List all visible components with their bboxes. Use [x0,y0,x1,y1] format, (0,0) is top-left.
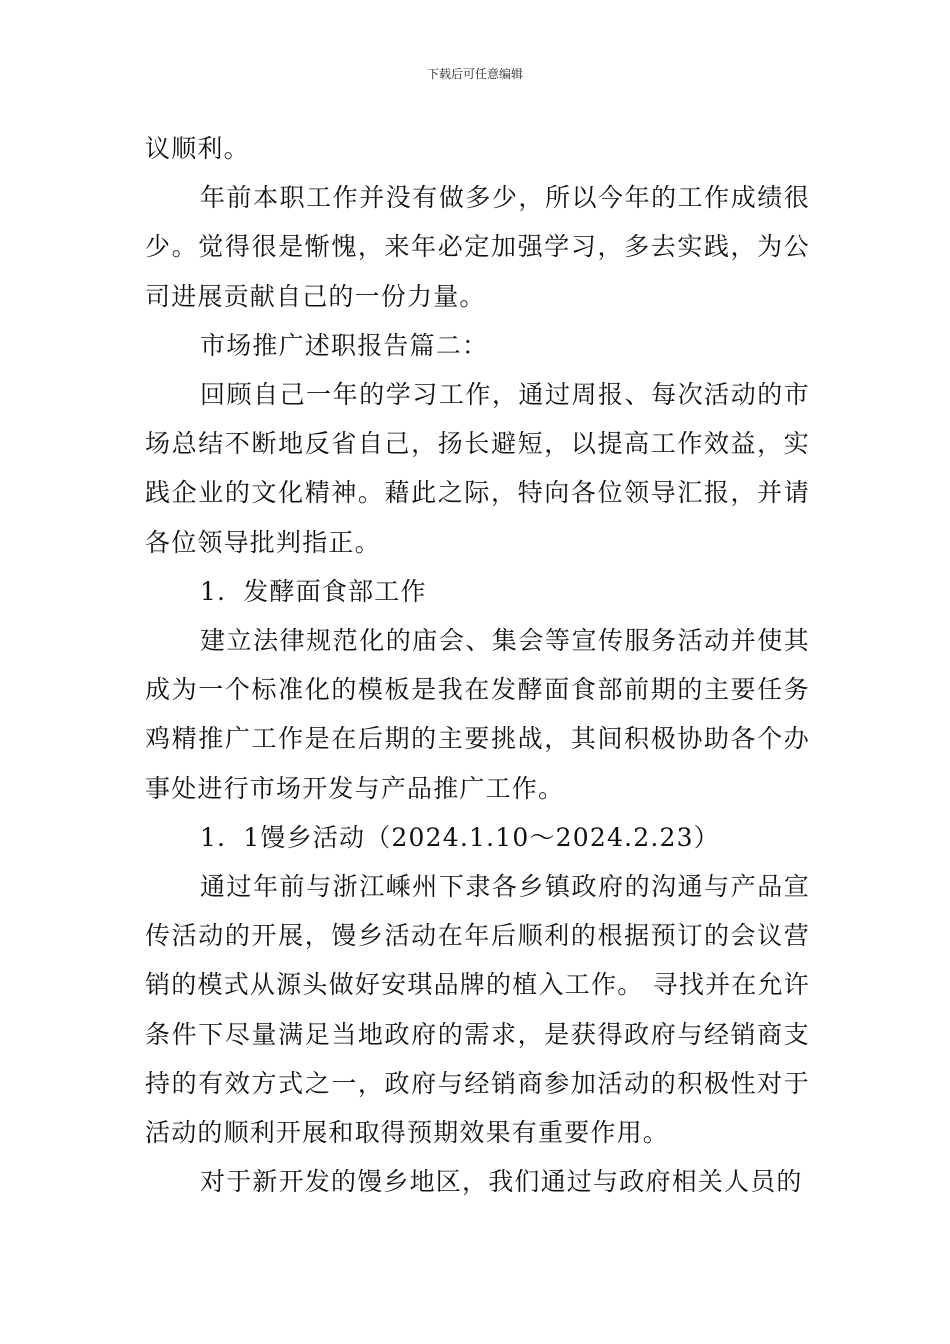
section-heading: 市场推广述职报告篇二： [200,330,489,360]
paragraph: 回顾自己一年的学习工作，通过周报、每次活动的市场总结不断地反省自己，扬长避短，以提高工作效益，实践企业的文化精神。藉此之际，特向各位领导汇报，并请各位领导批判指正。 [145,380,810,557]
paragraph: 对于新开发的馒乡地区，我们通过与政府相关人员的 [200,1167,803,1197]
paragraph: 年前本职工作并没有做多少，所以今年的工作成绩很少。觉得很是惭愧，来年必定加强学习，多去实践，为公司进展贡献自己的一份力量。 [145,183,810,311]
paragraph-continuation: 议顺利。 [145,134,250,163]
document-body [145,124,810,1206]
paragraph: 建立法律规范化的庙会、集会等宣传服务活动并使其成为一个标准化的模板是我在发酵面食部前期的主要任务鸡精推广工作是在后期的主要挑战，其间积极协助各个办事处进行市场开发与产品推广工作。 [145,626,810,803]
section-heading: 1．发酵面食部工作 [200,576,427,606]
page-header-note: 下载后可任意编辑 [426,67,523,81]
paragraph: 通过年前与浙江嵊州下隶各乡镇政府的沟通与产品宣传活动的开展，馒乡活动在年后顺利的根据预订的会议营销的模式从源头做好安琪品牌的植入工作。 寻找并在允许条件下尽量满足当地政府的需求，是获得政府与经销商支持的有效方式之一，政府与经销商参加活动的积极性对于活动的顺利开展和取得预期效果有重要作用。 [145,872,810,1148]
subsection-heading: 1．1馒乡活动（2024.1.10～2024.2.23） [200,822,720,852]
